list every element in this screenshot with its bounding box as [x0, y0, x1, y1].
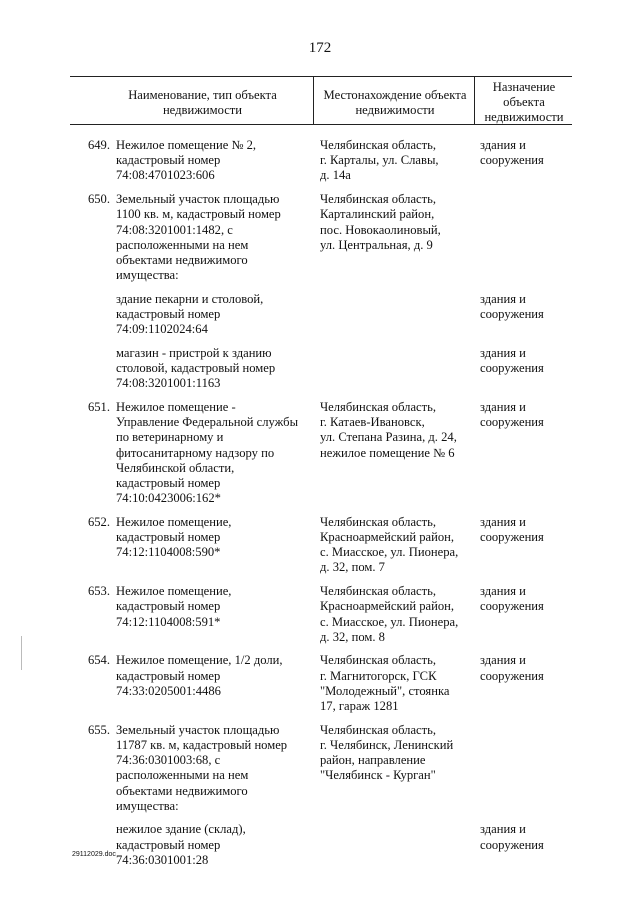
object-name: Нежилое помещение, 1/2 доли, кадастровый номер 74:33:0205001:4486	[116, 653, 283, 698]
page-number: 172	[308, 40, 332, 56]
property-table	[70, 138, 572, 877]
object-purpose: здания и сооружения	[480, 345, 544, 376]
table-row	[70, 400, 572, 515]
row-number: 650.	[87, 192, 110, 207]
object-location: Челябинская область, г. Катаев-Ивановск, ул. Степана Разина, д. 24, нежилое помещение № 6	[320, 399, 457, 460]
row-number: 649.	[87, 138, 110, 152]
table-row	[70, 346, 572, 400]
header-top-rule	[70, 76, 572, 77]
object-name: Нежилое помещение - Управление Федеральной службы по ветеринарному и фитосанитарному надзору по Челябинской области, кадастровый номер 74:10:0423006:162*	[116, 399, 299, 506]
header-col-name: Наименование, тип объекта недвижимости	[128, 88, 277, 117]
table-row	[70, 515, 572, 584]
object-location: Челябинская область, г. Карталы, ул. Славы, д. 14а	[320, 138, 439, 183]
table-row	[70, 723, 572, 823]
object-location: Челябинская область, Красноармейский район, с. Миасское, ул. Пионера, д. 32, пом. 8	[320, 584, 459, 644]
object-purpose: здания и сооружения	[480, 822, 544, 852]
table-row	[70, 822, 572, 876]
object-purpose: здания и сооружения	[480, 653, 544, 683]
object-location: Челябинская область, Карталинский район, пос. Новокаолиновый, ул. Центральная, д. 9	[320, 192, 441, 252]
header-divider-1	[313, 76, 314, 124]
row-number: 652.	[87, 514, 110, 529]
object-purpose: здания и сооружения	[480, 399, 544, 430]
row-number: 653.	[87, 584, 110, 599]
table-row	[70, 292, 572, 346]
object-purpose: здания и сооружения	[480, 514, 544, 545]
footer-filename: 29112029.doc	[72, 851, 116, 858]
object-purpose: здания и сооружения	[480, 291, 544, 321]
object-name: магазин - пристрой к зданию столовой, кадастровый номер 74:08:3201001:1163	[116, 345, 276, 391]
table-row	[70, 584, 572, 653]
object-name: Земельный участок площадью 1100 кв. м, кадастровый номер 74:08:3201001:1482, с расположенными на нем объектами недвижимого имущества:	[116, 192, 281, 283]
table-row	[70, 192, 572, 292]
object-location: Челябинская область, Красноармейский район, с. Миасское, ул. Пионера, д. 32, пом. 7	[320, 514, 459, 575]
object-name: Нежилое помещение, кадастровый номер 74:12:1104008:591*	[116, 584, 232, 629]
row-number: 654.	[87, 653, 110, 668]
object-purpose: здания и сооружения	[480, 584, 544, 614]
table-row	[70, 138, 572, 192]
object-location: Челябинская область, г. Магнитогорск, ГСК "Молодежный", стоянка 17, гараж 1281	[320, 653, 450, 714]
object-purpose: здания и сооружения	[480, 138, 544, 168]
margin-mark	[21, 636, 22, 670]
row-number: 655.	[87, 722, 110, 737]
header-col-purpose: Назначение объекта недвижимости	[484, 80, 564, 124]
object-name: здание пекарни и столовой, кадастровый номер 74:09:1102024:64	[116, 291, 264, 337]
object-name: Нежилое помещение № 2, кадастровый номер 74:08:4701023:606	[116, 138, 257, 183]
object-name: нежилое здание (склад), кадастровый номер 74:36:0301001:28	[116, 822, 246, 867]
header-col-location: Местонахождение объекта недвижимости	[323, 88, 467, 117]
table-row	[70, 653, 572, 722]
header-divider-2	[474, 76, 475, 124]
object-location: Челябинская область, г. Челябинск, Ленинский район, направление "Челябинск - Курган"	[320, 722, 454, 783]
object-name: Нежилое помещение, кадастровый номер 74:12:1104008:590*	[116, 514, 232, 560]
row-number: 651.	[87, 399, 110, 414]
object-name: Земельный участок площадью 11787 кв. м, кадастровый номер 74:36:0301003:68, с расположенными на нем объектами недвижимого имущества:	[116, 722, 288, 813]
